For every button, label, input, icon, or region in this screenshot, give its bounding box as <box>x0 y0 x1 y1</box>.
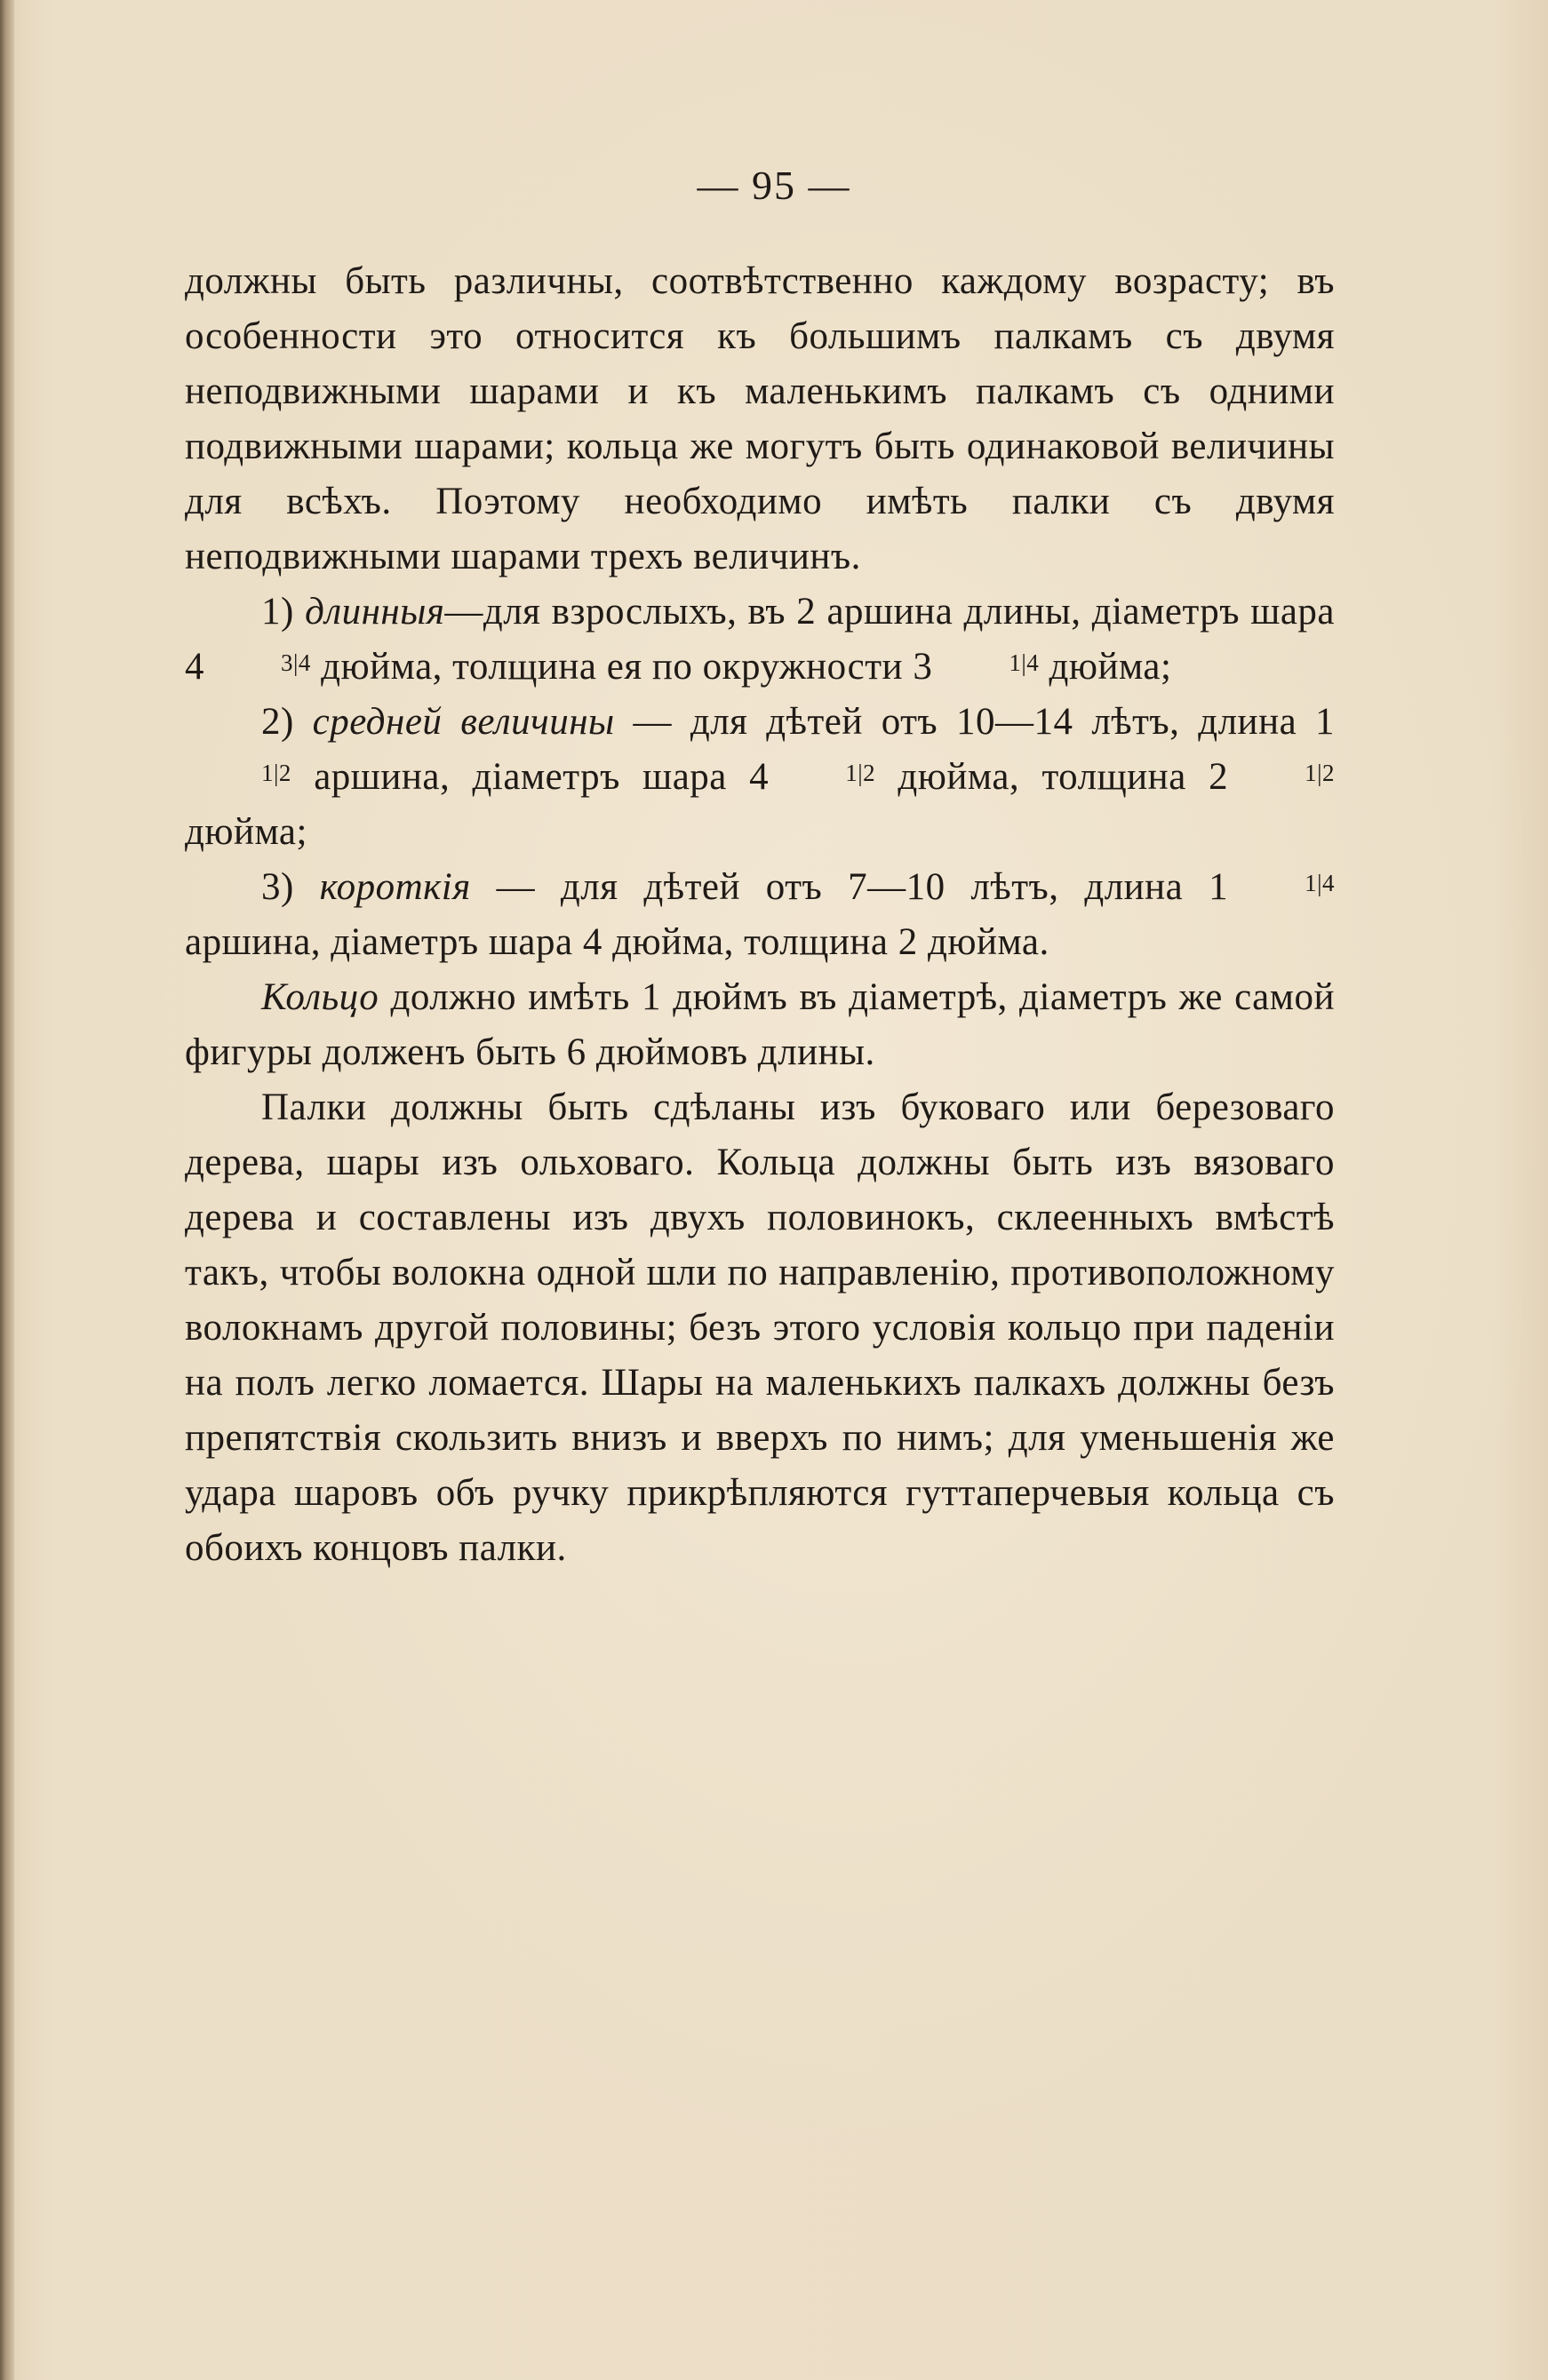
list-number: 3) <box>261 866 294 908</box>
paragraph-3-text-d: дюйма; <box>185 811 307 853</box>
paragraph-5-text: должно имѣть 1 дюймъ въ діаметрѣ, діаметръ же самой фигуры долженъ быть 6 дюймовъ длины. <box>185 976 1335 1073</box>
paragraph-3-text-c: дюйма, толщина 2 <box>875 756 1229 798</box>
page-number: — 95 — <box>697 163 851 208</box>
body-text <box>185 254 1335 1576</box>
page-binding-edge <box>0 0 14 2380</box>
paragraph-2-text-b: дюйма, толщина ея по окружности 3 <box>310 646 933 688</box>
fraction: 1|2 <box>845 759 876 786</box>
paragraph-4-text-b: аршина, діаметръ шара 4 дюйма, толщина 2 дюйма. <box>185 921 1049 963</box>
paragraph-4-text-a: — для дѣтей отъ 7—10 лѣтъ, длина 1 <box>470 866 1229 908</box>
paragraph-5 <box>185 970 1335 1080</box>
paragraph-2 <box>185 585 1335 695</box>
paragraph-1 <box>185 254 1335 585</box>
paragraph-3-text-a: — для дѣтей отъ 10—14 лѣтъ, длина 1 <box>614 701 1335 743</box>
paragraph-6-text: Палки должны быть сдѣланы изъ буковаго или березоваго дерева, шары изъ ольховаго. Кольца должны быть изъ вязоваго дерева и составлены изъ двухъ половинокъ, склеенныхъ вмѣстѣ такъ, чтобы волокна одной шли по направленію, противоположному волокнамъ другой половины; безъ этого условія кольцо при паденіи на полъ легко ломается. Шары на маленькихъ палкахъ должны безъ препятствія скользить внизъ и вверхъ по нимъ; для уменьшенія же удара шаровъ объ ручку прикрѣпляются гуттаперчевыя кольца съ обоихъ концовъ палки. <box>185 1087 1335 1569</box>
fraction: 1|2 <box>261 759 291 786</box>
paragraph-2-text-a: —для взрослыхъ, въ 2 аршина длины, діаметръ шара 4 <box>185 591 1335 688</box>
paragraph-4 <box>185 860 1335 970</box>
paragraph-1-text: должны быть различны, соотвѣтственно каждому возрасту; въ особенности это относится къ большимъ палкамъ съ двумя неподвижными шарами и къ маленькимъ палкамъ съ одними подвижными шарами; кольца же могутъ быть одинаковой величины для всѣхъ. Поэтому необходимо имѣть палки съ двумя неподвижными шарами трехъ величинъ. <box>185 260 1335 577</box>
fraction: 1|4 <box>1305 869 1335 896</box>
paragraph-3-text-b: аршина, діаметръ шара 4 <box>291 756 770 798</box>
term-long: длинныя <box>305 591 445 633</box>
fraction: 1|2 <box>1305 759 1335 786</box>
term-ring: Кольцо <box>261 976 379 1018</box>
paragraph-3 <box>185 695 1335 860</box>
fraction: 3|4 <box>281 649 311 676</box>
paragraph-2-text-c: дюйма; <box>1039 646 1172 688</box>
list-number: 2) <box>261 701 294 743</box>
term-medium: средней величины <box>312 701 615 743</box>
paragraph-6 <box>185 1080 1335 1576</box>
list-number: 1) <box>261 591 294 633</box>
term-short: короткія <box>319 866 471 908</box>
fraction: 1|4 <box>1009 649 1040 676</box>
